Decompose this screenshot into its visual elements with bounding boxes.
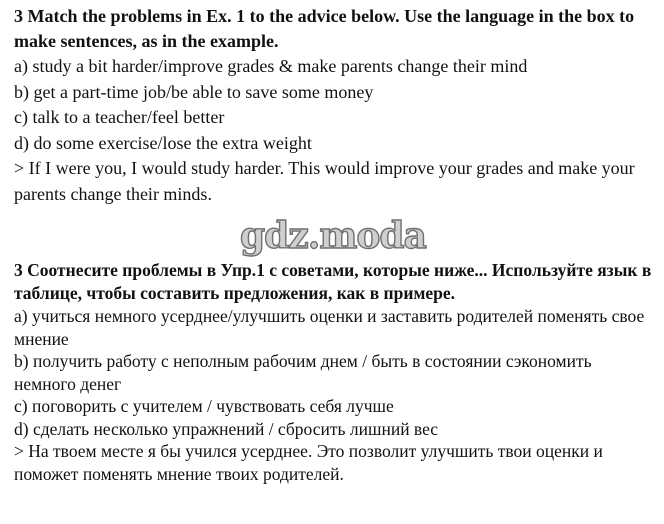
- advice-item-d-ru: d) сделать несколько упражнений / сбросить лишний вес: [14, 418, 439, 439]
- advice-item-a-en: a) study a bit harder/improve grades & make parents change their mind: [14, 56, 528, 76]
- russian-exercise: [14, 259, 656, 485]
- example-sentence-ru: > На твоем месте я бы учился усерднее. Это позволит улучшить твои оценки и поможет поменять мнение твоих родителей.: [14, 441, 603, 484]
- english-exercise: [14, 4, 656, 207]
- example-sentence-en: > If I were you, I would study harder. This would improve your grades and make your parents change their minds.: [14, 158, 635, 204]
- watermark-logo: gdz.moda: [240, 215, 426, 257]
- advice-item-d-en: d) do some exercise/lose the extra weight: [14, 132, 312, 153]
- advice-item-c-ru: c) поговорить с учителем / чувствовать себя лучше: [14, 396, 394, 416]
- exercise-heading-en: 3 Match the problems in Ex. 1 to the advice below. Use the language in the box to make sentences, as in the example.: [14, 6, 635, 51]
- exercise-heading-ru: 3 Соотнесите проблемы в Упр.1 с советами, которые ниже... Используйте язык в таблице, чтобы составить предложения, как в примере.: [14, 260, 652, 303]
- advice-item-c-en: c) talk to a teacher/feel better: [14, 107, 225, 127]
- advice-item-b-en: b) get a part-time job/be able to save some money: [14, 81, 374, 102]
- advice-item-b-ru: b) получить работу с неполным рабочим днем / быть в состоянии сэкономить немного денег: [14, 351, 592, 394]
- advice-item-a-ru: а) учиться немного усерднее/улучшить оценки и заставить родителей поменять свое мнение: [14, 306, 645, 349]
